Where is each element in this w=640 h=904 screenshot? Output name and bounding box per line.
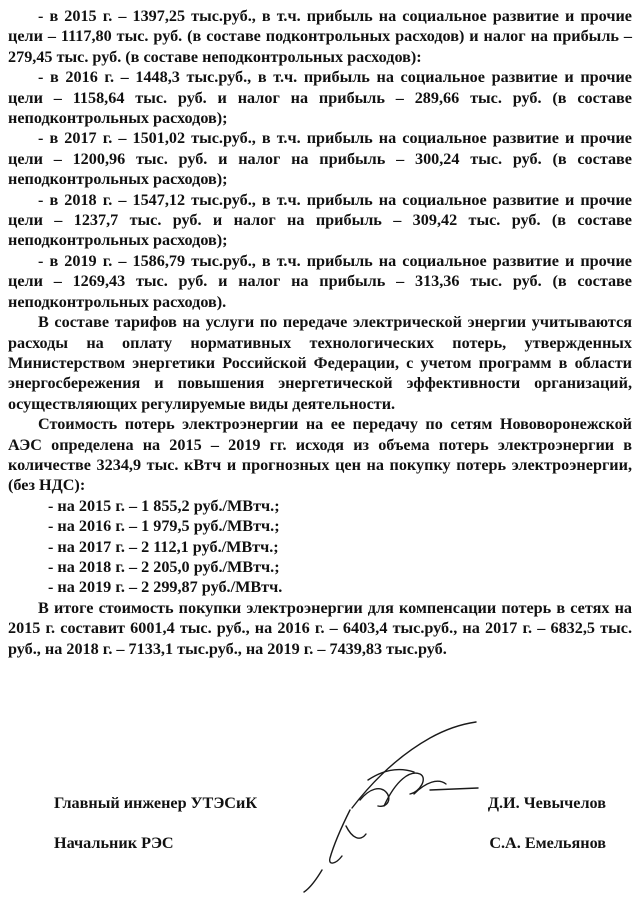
signature-position-chief-engineer: Главный инженер УТЭСиК (54, 794, 258, 812)
list-item-price-2015: - на 2015 г. – 1 855,2 руб./МВтч.; (48, 496, 280, 515)
list-item-price-2017: - на 2017 г. – 2 112,1 руб./МВтч.; (48, 537, 279, 556)
paragraph-2017: - в 2017 г. – 1501,02 тыс.руб., в т.ч. прибыль на социальное развитие и прочие цели – 1200,96 тыс. руб. и налог на прибыль – 300,24 тыс. руб. (в составе неподконтрольных расходов); (8, 129, 632, 189)
paragraph-losses-cost: Стоимость потерь электроэнергии на ее передачу по сетям Нововоронежской АЭС определена на 2015 – 2019 гг. исходя из объема потерь электроэнергии в количестве 3234,9 тыс. кВтч и прогнозных цен на покупку потерь электроэнергии, (без НДС): (8, 415, 632, 495)
paragraph-tariffs: В составе тарифов на услуги по передаче электрической энергии учитываются расходы на оплату нормативных технологических потерь, утвержденных Министерством энергетики Российской Федерации, с учетом программ в области энергосбережения и повышения энергетической эффективности организаций, осуществляющих регулируемые виды деятельности. (8, 313, 632, 413)
signature-name-res-head: С.А. Емельянов (489, 834, 606, 852)
paragraph-2015: - в 2015 г. – 1397,25 тыс.руб., в т.ч. прибыль на социальное развитие и прочие цели – 1117,80 тыс. руб. (в составе подконтрольных расходов) и налог на прибыль – 279,45 тыс. руб. (в составе неподконтрольных расходов): (8, 7, 632, 66)
paragraph-total: В итоге стоимость покупки электроэнергии для компенсации потерь в сетях на 2015 г. составит 6001,4 тыс. руб., на 2016 г. – 6403,4 тыс.руб., на 2017 г. – 6832,5 тыс. руб., на 2018 г. – 7133,1 тыс.руб., на 2019 г. – 7439,83 тыс.руб. (8, 598, 632, 658)
list-item-price-2016: - на 2016 г. – 1 979,5 руб./МВтч.; (48, 517, 280, 536)
signature-position-res-head: Начальник РЭС (54, 834, 174, 852)
paragraph-2016: - в 2016 г. – 1448,3 тыс.руб., в т.ч. прибыль на социальное развитие и прочие цели – 1158,64 тыс. руб. и налог на прибыль – 289,66 тыс. руб. (в составе неподконтрольных расходов); (8, 68, 632, 128)
list-item-price-2018: - на 2018 г. – 2 205,0 руб./МВтч.; (48, 557, 280, 576)
list-item-price-2019: - на 2019 г. – 2 299,87 руб./МВтч. (48, 578, 283, 597)
paragraph-2018: - в 2018 г. – 1547,12 тыс.руб., в т.ч. прибыль на социальное развитие и прочие цели – 1237,7 тыс. руб. и налог на прибыль – 309,42 тыс. руб. (в составе неподконтрольных расходов); (8, 190, 632, 250)
signature-name-chief-engineer: Д.И. Чевычелов (487, 794, 606, 812)
paragraph-2019: - в 2019 г. – 1586,79 тыс.руб., в т.ч. прибыль на социальное развитие и прочие цели – 1269,43 тыс. руб. и налог на прибыль – 313,36 тыс. руб. (в составе неподконтрольных расходов). (8, 251, 632, 311)
